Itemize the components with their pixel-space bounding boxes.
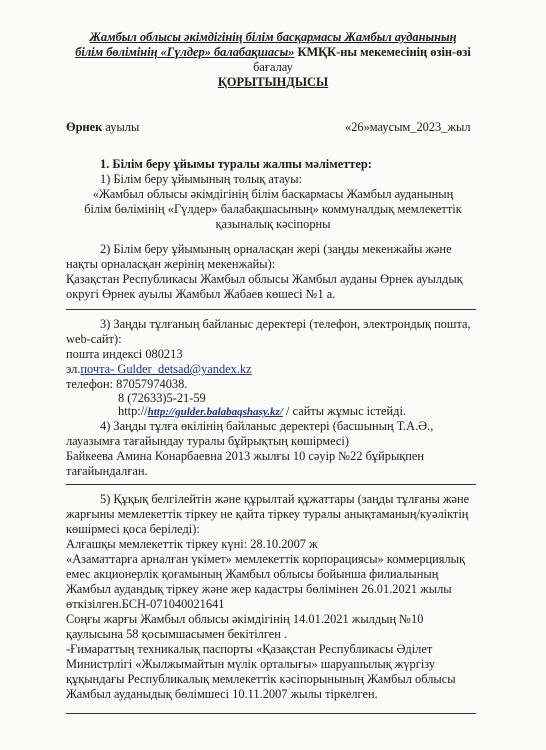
item-1-label: 1) Білім беру ұйымының толық атауы:: [100, 172, 302, 186]
head-line-1: Байкеева Амина Конарбаевна 2013 жылғы 10 сәуір №22 бұйрықпен: [66, 449, 425, 463]
item-5-label-b: жарғыны мемлекеттік тіркеу не қайта тіркеу туралы анықтаманың/куәліктің: [66, 507, 469, 521]
phone-line: телефон: 87057974038.: [66, 377, 188, 391]
tech-line-1: -Ғимараттың техникалық паспорты «Қазақстан Республикасы Әділет: [66, 642, 433, 656]
tech-line-2: Министрлігі «Жылжымайтын мүлік орталығы» шаруашылық жүргізу: [66, 657, 436, 671]
email-line: эл.почта- Gulder_detsad@yandex.kz: [66, 362, 252, 376]
divider: [66, 309, 476, 310]
address-line-2: округі Өрнек ауылы Жамбыл Жабаев көшесі №1 а.: [66, 287, 336, 301]
item-2-label-b: нақты орналасқан жерінің мекенжайы):: [66, 257, 276, 271]
item-3-label-b: web-сайт):: [66, 332, 122, 346]
item-4-label-a: 4) Заңды тұлға өкілінің байланыс деректері (басшының Т.А.Ә.,: [100, 419, 434, 433]
document-title: ҚОРЫТЫНДЫСЫ: [217, 75, 329, 89]
item-5-label-a: 5) Құқық белгілейтін және құрылтай құжаттары (заңды тұлғаны және: [100, 492, 470, 506]
section-1-title: 1. Білім беру ұйымы туралы жалпы мәліметтер:: [100, 157, 372, 171]
charter-line-2: қаулысына 58 қосымшасымен бекітілген .: [66, 627, 288, 641]
item-2-label-a: 2) Білім беру ұйымының орналасқан жері (заңды мекенжайы және: [100, 242, 452, 256]
org-name-line-3: қазыналық кәсіпорны: [215, 217, 331, 231]
org-name-line-2: білім бөлімінің «Гүлдер» балабақшасының» коммуналдық мемлекеттік: [84, 202, 462, 216]
gov-line-4: өткізілген.БСН-071040021641: [66, 597, 225, 611]
divider: [66, 713, 476, 714]
org-name-line-1: «Жамбыл облысы әкімдігінің білім баскармасы Жамбыл ауданының: [92, 187, 454, 201]
phone-line-2: 8 (72633)5-21-59: [118, 391, 206, 405]
header-line-1: Жамбыл облысы әкімдігінің білім басқармасы Жамбыл ауданының: [89, 30, 457, 44]
email-link[interactable]: почта- Gulder_detsad@yandex.kz: [80, 362, 252, 376]
village-line: Өрнек ауылы: [66, 120, 140, 134]
gov-line-3: Жамбыл аудандық тіркеу және жер кадастры бөлімінен 26.01.2021 жылы: [66, 582, 452, 596]
gov-line-1: «Азаматтарға арналған үкімет» мемлекеттік корпорациясы» коммерциялық: [66, 552, 466, 566]
item-3-label-a: 3) Заңды тұлғаның байланыс деректері (телефон, электрондық пошта,: [100, 317, 471, 331]
postal-code: пошта индексі 080213: [66, 347, 183, 361]
document-date: «26»маусым_2023_жыл: [345, 120, 471, 134]
item-5-label-c: көшірмесі қоса беріледі):: [66, 522, 200, 536]
header-line-3: бағалау: [253, 60, 293, 74]
registration-date: Алғашқы мемлекеттік тіркеу күні: 28.10.2007 ж: [66, 537, 318, 551]
charter-line-1: Соңғы жарғы Жамбыл облысы әкімдігінің 14.01.2021 жылдың №10: [66, 612, 424, 626]
item-4-label-b: лауазымға тағайындау туралы бұйрықтың көшірмесі): [66, 434, 349, 448]
header-line-2: білім бөлімінің «Гүлдер» балабақшасы» КМҚК-ны мекемесінің өзін-өзі: [75, 45, 471, 59]
gov-line-2: емес акционерлік қоғамының Жамбыл облысы бойынша филиалының: [66, 567, 439, 581]
website-link[interactable]: http://gulder.balabaqshasy.kz/: [147, 406, 283, 418]
tech-line-4: Жамбыл ауданыдық бөлімшесі 10.11.2007 жылы тіркелген.: [66, 687, 378, 701]
website-line: http://http://gulder.balabaqshasy.kz/ / сайты жұмыс істейді.: [118, 404, 407, 418]
head-line-2: тағайындалған.: [66, 464, 148, 478]
divider: [66, 484, 476, 485]
tech-line-3: құқындағы Республикалық мемлекеттік кәсіпорынының Жамбыл облысы: [66, 672, 456, 686]
address-line-1: Қазақстан Республикасы Жамбыл облысы Жамбыл ауданы Өрнек ауылдық: [66, 272, 463, 286]
